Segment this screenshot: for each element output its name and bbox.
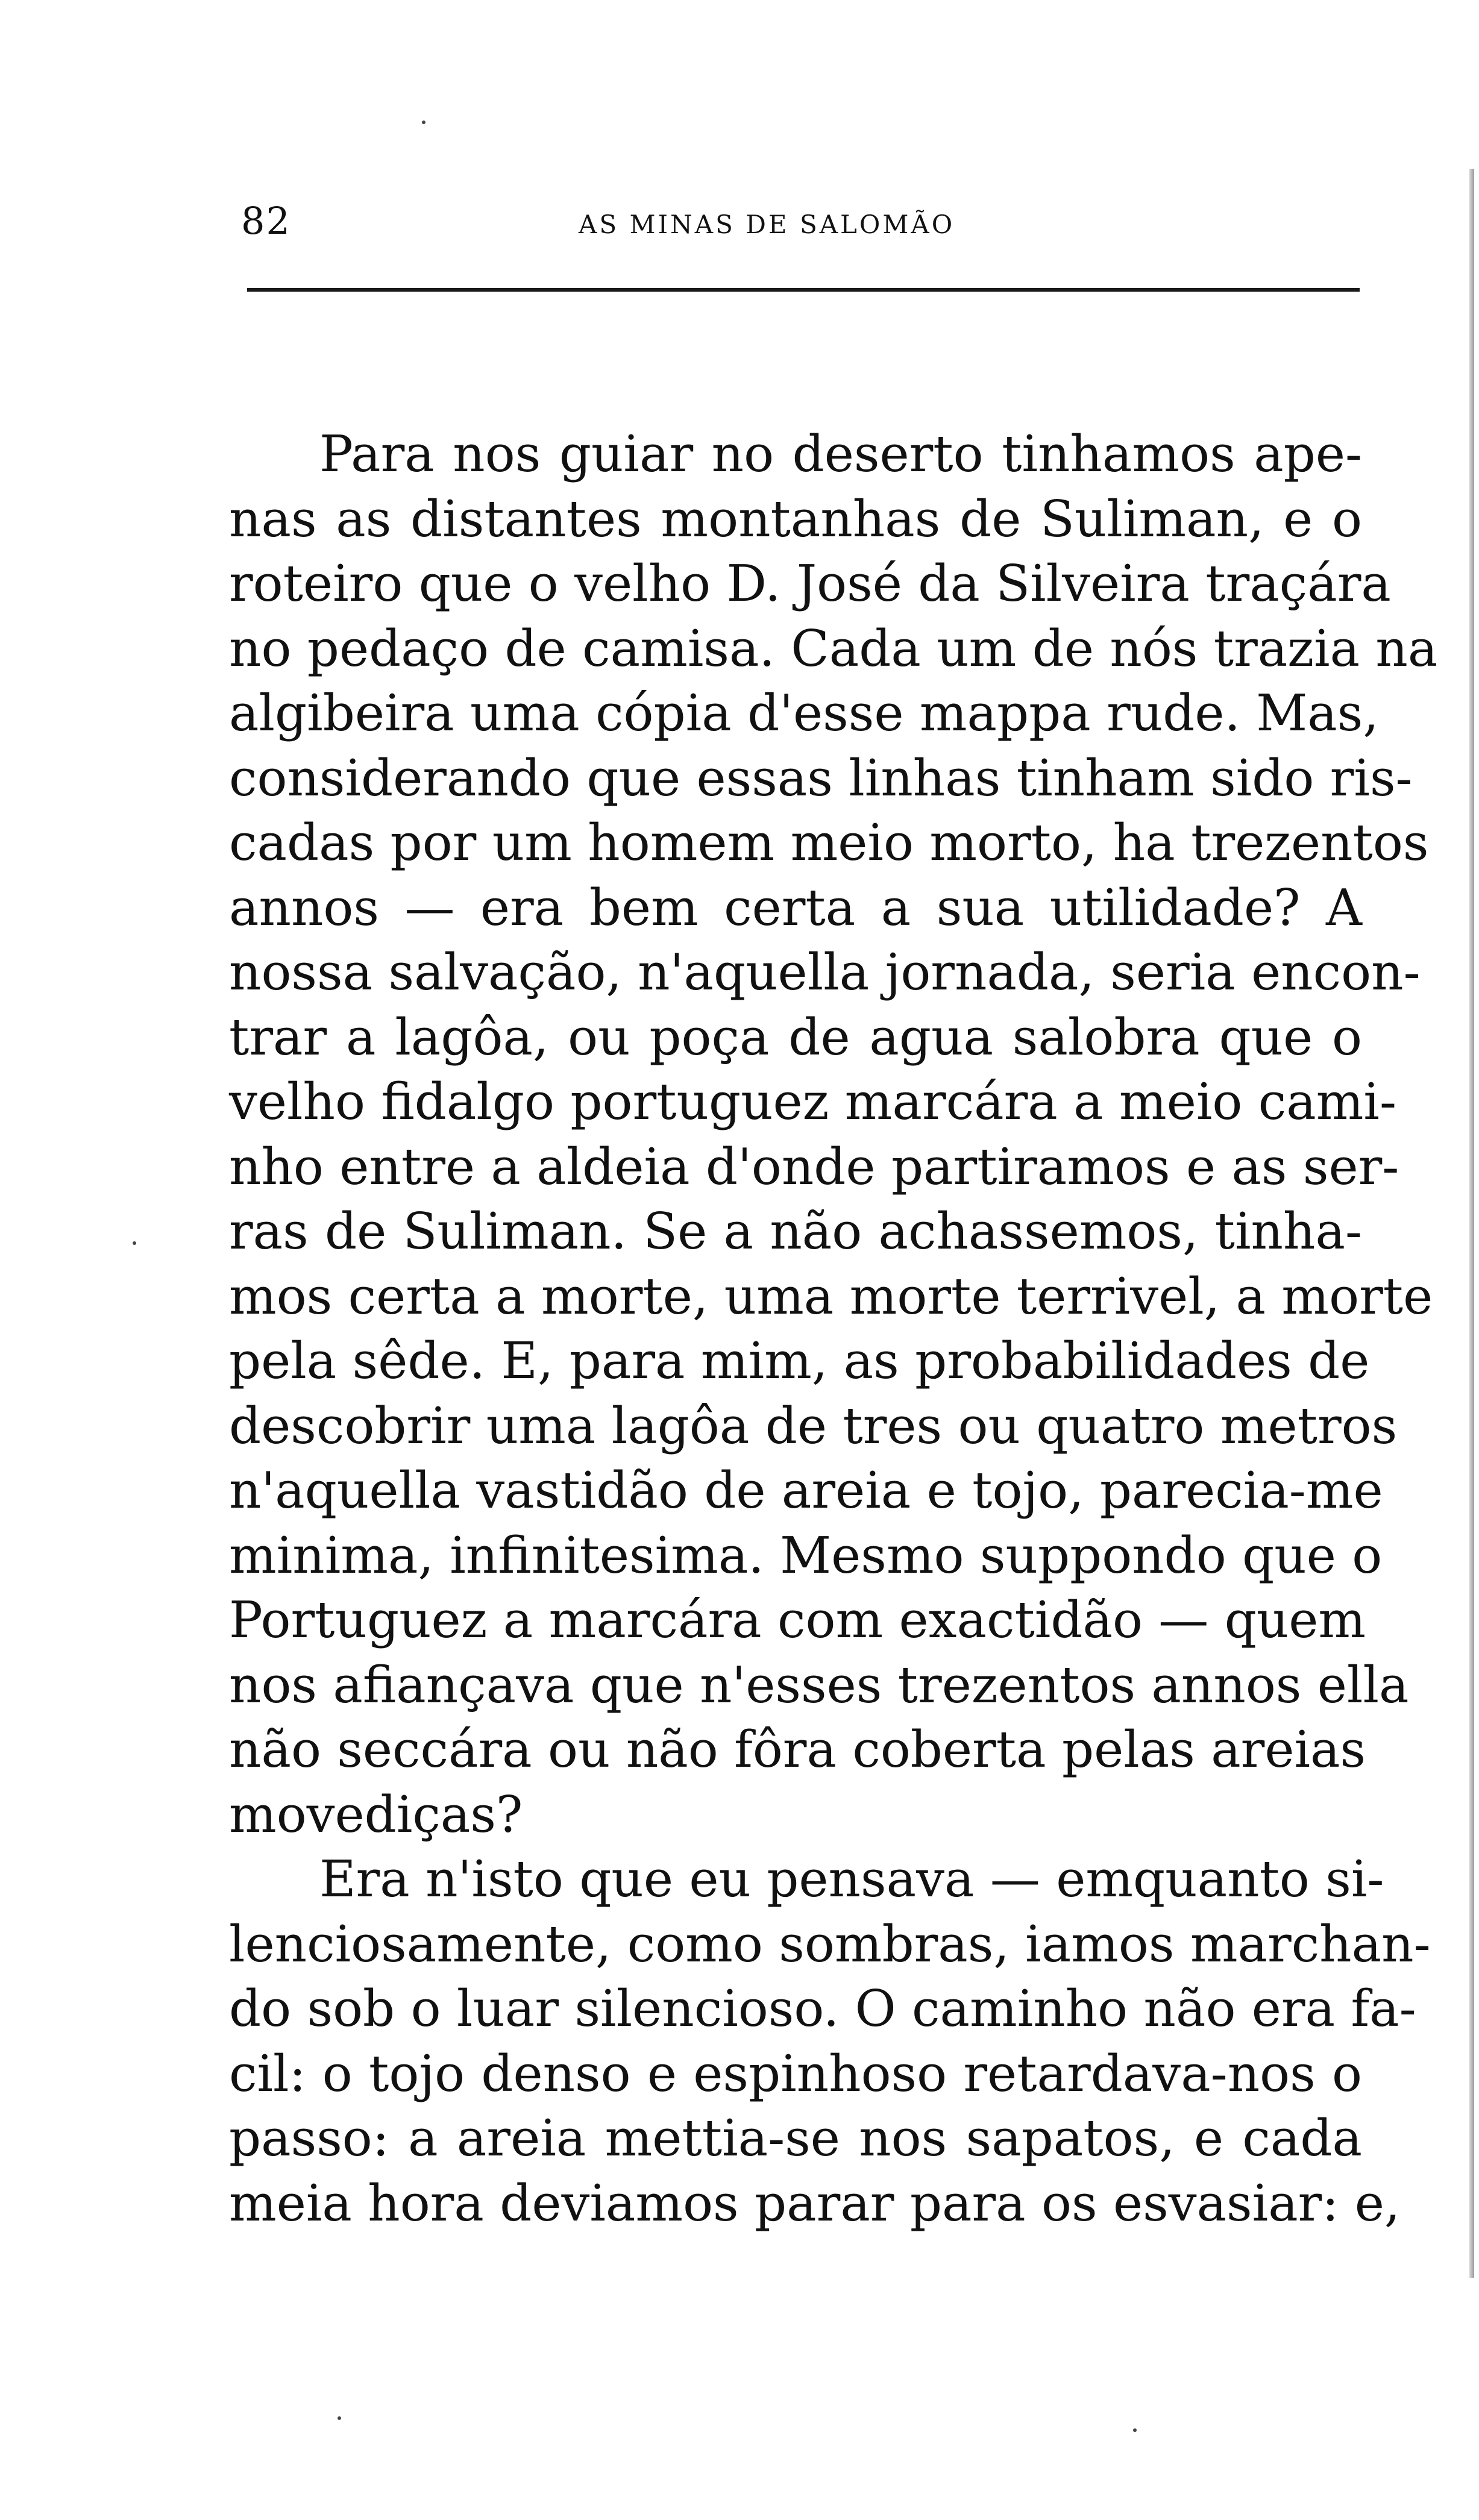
paper-speck — [133, 1241, 136, 1245]
text-line: ras de Suliman. Se a não achassemos, tinha- — [229, 1202, 1362, 1261]
text-line: pela sêde. E, para mim, as probabilidades de — [229, 1332, 1370, 1390]
text-line: mos certa a morte, uma morte terrivel, a morte — [229, 1267, 1433, 1326]
text-line: trar a lagôa, ou poça de agua salobra que o — [229, 1008, 1362, 1067]
text-line: no pedaço de camisa. Cada um de nós trazia na — [229, 619, 1438, 678]
text-line: movediças? — [229, 1785, 523, 1844]
text-line: não seccára ou não fôra coberta pelas areias — [229, 1720, 1366, 1779]
text-line: considerando que essas linhas tinham sido ris- — [229, 748, 1413, 807]
paper-speck — [338, 2416, 341, 2420]
text-line: descobrir uma lagôa de tres ou quatro metros — [229, 1396, 1398, 1455]
text-line: cil: o tojo denso e espinhoso retardava-nos o — [229, 2044, 1362, 2103]
text-line: Era n'isto que eu pensava — emquanto si- — [319, 1850, 1384, 1908]
text-line: nos afiançava que n'esses trezentos annos ella — [229, 1655, 1409, 1714]
page-edge-shadow — [1469, 169, 1474, 2278]
text-line: nas as distantes montanhas de Suliman, e o — [229, 489, 1362, 548]
body-text — [229, 422, 1438, 2236]
text-line: nho entre a aldeia d'onde partiramos e as ser- — [229, 1137, 1399, 1196]
text-line: velho fidalgo portuguez marcára a meio cami- — [229, 1073, 1397, 1131]
text-line: minima, infinitesima. Mesmo suppondo que o — [229, 1526, 1383, 1585]
text-line: do sob o luar silencioso. O caminho não era fa- — [229, 1979, 1416, 2038]
paper-speck — [422, 121, 425, 124]
text-line: n'aquella vastidão de areia e tojo, parecia-me — [229, 1461, 1383, 1520]
page-number: 82 — [241, 199, 291, 243]
text-line: cadas por um homem meio morto, ha trezentos — [229, 813, 1429, 872]
text-line: nossa salvação, n'aquella jornada, seria encon- — [229, 943, 1421, 1001]
text-line: algibeira uma cópia d'esse mappa rude. Mas, — [229, 684, 1379, 742]
text-line: meia hora deviamos parar para os esvasiar: e, — [229, 2174, 1401, 2233]
text-line: passo: a areia mettia-se nos sapatos, e cada — [229, 2109, 1362, 2167]
paper-speck — [1133, 2428, 1137, 2432]
running-title: AS MINAS DE SALOMÃO — [579, 210, 955, 239]
text-line: Portuguez a marcára com exactidão — quem — [229, 1591, 1366, 1649]
text-line: annos — era bem certa a sua utilidade? A — [229, 878, 1362, 937]
header-rule — [247, 288, 1360, 292]
text-line: roteiro que o velho D. José da Silveira traçára — [229, 554, 1391, 613]
text-line: Para nos guiar no deserto tinhamos ape- — [319, 425, 1362, 483]
text-line: lenciosamente, como sombras, iamos marchan- — [229, 1914, 1431, 1973]
